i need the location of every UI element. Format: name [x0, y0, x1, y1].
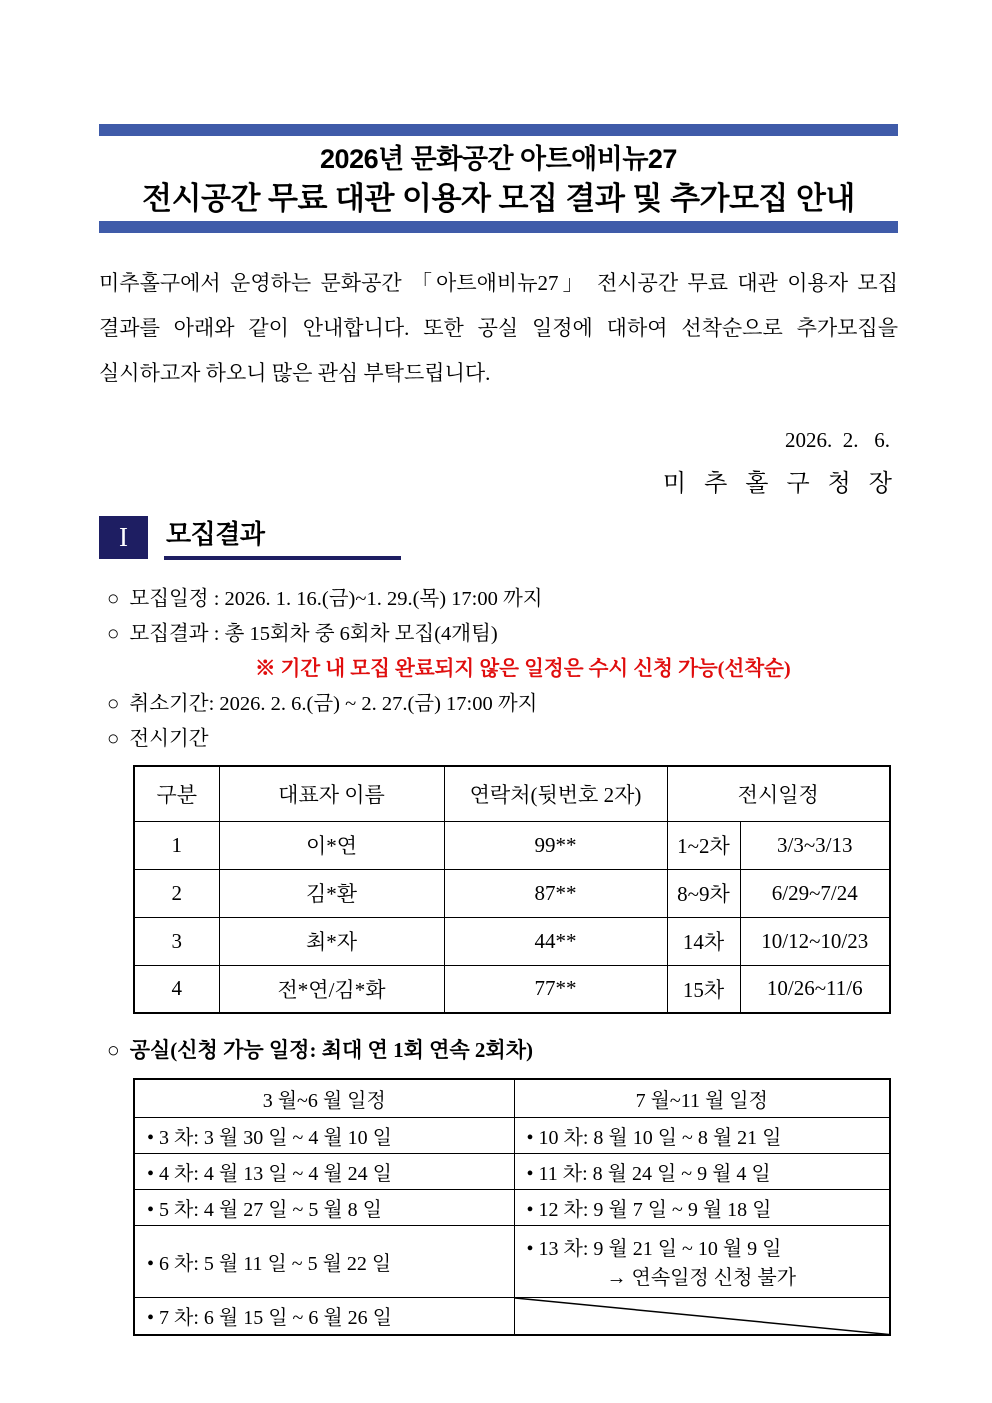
- cell-right-schedule: • 12 차: 9 월 7 일 ~ 9 월 18 일: [514, 1189, 890, 1225]
- cell-left-schedule: • 5 차: 4 월 27 일 ~ 5 월 8 일: [134, 1189, 514, 1225]
- exhibit-schedule-table: [133, 765, 891, 1014]
- cell-name: 전*연/김*화: [219, 965, 444, 1013]
- col-header-mar-jun: 3 월~6 월 일정: [134, 1079, 514, 1117]
- cell-left-schedule: • 3 차: 3 월 30 일 ~ 4 월 10 일: [134, 1117, 514, 1153]
- cell-round: 8~9차: [667, 869, 740, 917]
- circle-bullet-icon: ○: [107, 728, 120, 750]
- cell-no: 3: [134, 917, 219, 965]
- table-row: [134, 1117, 890, 1153]
- result-bullet-list: [99, 582, 898, 757]
- vacancy-bullet: [99, 1034, 898, 1066]
- section-numeral-box: I: [99, 516, 148, 559]
- col-header-jul-nov: 7 월~11 월 일정: [514, 1079, 890, 1117]
- cell-left-schedule: • 7 차: 6 월 15 일 ~ 6 월 26 일: [134, 1297, 514, 1335]
- cell-contact: 87**: [444, 869, 667, 917]
- table-row: [134, 869, 890, 917]
- cell-no: 2: [134, 869, 219, 917]
- cell-no: 1: [134, 821, 219, 869]
- cell-left-schedule: • 4 차: 4 월 13 일 ~ 4 월 24 일: [134, 1153, 514, 1189]
- circle-bullet-icon: ○: [107, 1038, 120, 1062]
- vacancy-text: 공실(신청 가능 일정: 최대 연 1회 연속 2회차): [129, 1038, 533, 1062]
- document-date: 2026. 2. 6.: [785, 428, 890, 452]
- cell-right-line-1: • 13 차: 9 월 21 일 ~ 10 월 9 일: [526, 1238, 782, 1260]
- bullet-exhibit-period: [107, 722, 898, 757]
- bullet-cancel-period: [107, 687, 898, 722]
- section-title: 모집결과: [164, 516, 401, 560]
- cell-period: 10/12~10/23: [740, 917, 890, 965]
- cell-right-schedule: • 11 차: 8 월 24 일 ~ 9 월 4 일: [514, 1153, 890, 1189]
- col-header-name: 대표자 이름: [219, 766, 444, 821]
- table-row: [134, 821, 890, 869]
- diagonal-strike-line: [515, 1298, 890, 1335]
- table-row: [134, 1153, 890, 1189]
- signature-line: 미 추 홀 구 청 장: [662, 471, 898, 497]
- cell-contact: 99**: [444, 821, 667, 869]
- document-header: [99, 124, 898, 233]
- col-header-schedule: 전시일정: [667, 766, 890, 821]
- cell-round: 14차: [667, 917, 740, 965]
- cell-period: 3/3~3/13: [740, 821, 890, 869]
- circle-bullet-icon: ○: [107, 623, 120, 645]
- cell-name: 이*연: [219, 821, 444, 869]
- red-note: ※ 기간 내 모집 완료되지 않은 일정은 수시 신청 가능(선착순): [255, 658, 791, 680]
- col-header-gubun: 구분: [134, 766, 219, 821]
- title-line-2: 전시공간 무료 대관 이용자 모집 결과 및 추가모집 안내: [142, 181, 855, 216]
- table-row: [134, 1297, 890, 1335]
- table-row: [134, 965, 890, 1013]
- title-line-1: 2026년 문화공간 아트애비뉴27: [320, 144, 677, 174]
- section-1-header: [99, 516, 898, 560]
- table-header-row: [134, 766, 890, 821]
- cell-right-schedule: [514, 1225, 890, 1297]
- cell-period: 10/26~11/6: [740, 965, 890, 1013]
- bullet-recruit-result: [107, 617, 898, 652]
- circle-bullet-icon: ○: [107, 588, 120, 610]
- table-row: [134, 1225, 890, 1297]
- document-title: [99, 136, 898, 221]
- bullet-text: 전시기간: [129, 728, 209, 750]
- cell-round: 1~2차: [667, 821, 740, 869]
- table-row: [134, 917, 890, 965]
- cell-no: 4: [134, 965, 219, 1013]
- table-header-row: [134, 1079, 890, 1117]
- table-row: [134, 1189, 890, 1225]
- cell-period: 6/29~7/24: [740, 869, 890, 917]
- intro-paragraph: 미추홀구에서 운영하는 문화공간 「아트애비뉴27」 전시공간 무료 대관 이용자 모집 결과를 아래와 같이 안내합니다. 또한 공실 일정에 대하여 선착순으로 추가모집을 실시하고자 하오니 많은 관심 부탁드립니다.: [99, 271, 898, 385]
- title-bar-bottom: [99, 221, 898, 233]
- cell-right-line-2: → 연속일정 신청 불가: [606, 1267, 797, 1289]
- cell-contact: 44**: [444, 917, 667, 965]
- cell-left-schedule: • 6 차: 5 월 11 일 ~ 5 월 22 일: [134, 1225, 514, 1297]
- cell-contact: 77**: [444, 965, 667, 1013]
- cell-empty-diagonal: [514, 1297, 890, 1335]
- bullet-text: 취소기간: 2026. 2. 6.(금) ~ 2. 27.(금) 17:00 까지: [129, 693, 538, 715]
- cell-name: 김*환: [219, 869, 444, 917]
- cell-round: 15차: [667, 965, 740, 1013]
- bullet-text: 모집결과 : 총 15회차 중 6회차 모집(4개팀): [129, 623, 498, 645]
- circle-bullet-icon: ○: [107, 693, 120, 715]
- col-header-contact: 연락처(뒷번호 2자): [444, 766, 667, 821]
- bullet-text: 모집일정 : 2026. 1. 16.(금)~1. 29.(목) 17:00 까지: [129, 588, 543, 610]
- cell-right-schedule: • 10 차: 8 월 10 일 ~ 8 월 21 일: [514, 1117, 890, 1153]
- title-bar-top: [99, 124, 898, 136]
- cell-name: 최*자: [219, 917, 444, 965]
- bullet-recruit-schedule: [107, 582, 898, 617]
- vacancy-schedule-table: [133, 1078, 891, 1336]
